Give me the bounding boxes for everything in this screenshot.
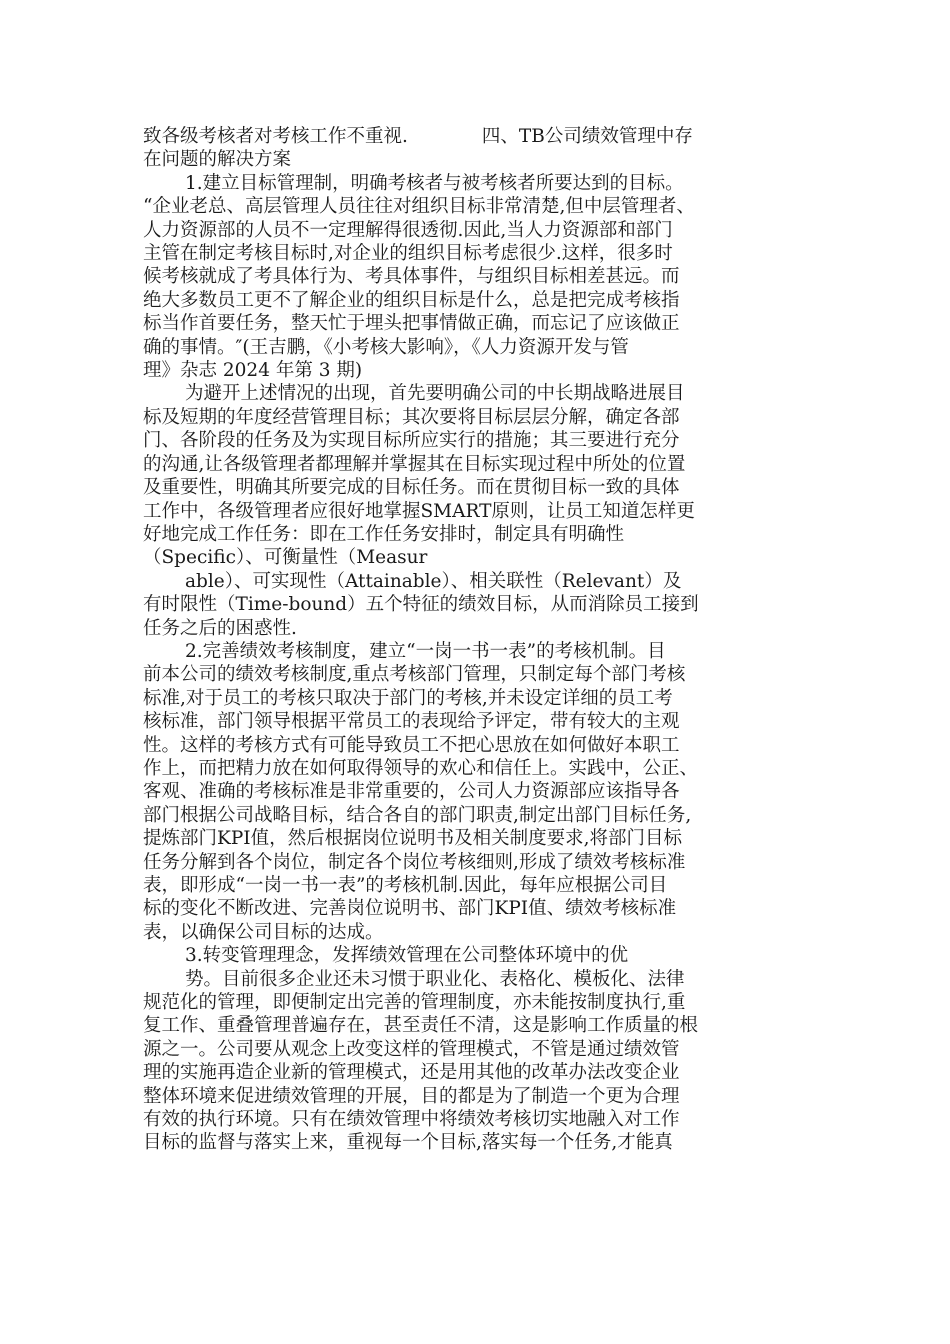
- text-line: 3.转变管理理念，发挥绩效管理在公司整体环境中的优: [185, 945, 629, 967]
- text-line: 目标的监督与落实上来，重视每一个目标,落实每一个任务,才能真: [143, 1132, 673, 1154]
- text-line: 部门根据公司战略目标，结合各自的部门职责,制定出部门目标任务,: [143, 804, 692, 826]
- text-line: 势。目前很多企业还未习惯于职业化、表格化、模板化、法律: [185, 968, 685, 990]
- text-line: 主管在制定考核目标时,对企业的组织目标考虑很少.这样，很多时: [143, 243, 673, 265]
- text-line: 提炼部门KPI值，然后根据岗位说明书及相关制度要求,将部门目标: [143, 828, 682, 850]
- text-line: 任务之后的困惑性.: [143, 617, 297, 639]
- text-line: 任务分解到各个岗位，制定各个岗位考核细则,形成了绩效考核标准: [143, 851, 686, 873]
- text-line: 工作中，各级管理者应很好地掌握SMART原则，让员工知道怎样更: [143, 500, 695, 522]
- text-line: 规范化的管理，即便制定出完善的管理制度，亦未能按制度执行,重: [143, 992, 686, 1014]
- text-line: 理》杂志 2024 年第 3 期): [143, 360, 363, 382]
- text-line: 的沟通,让各级管理者都理解并掌握其在目标实现过程中所处的位置: [143, 453, 686, 475]
- text-line: 人力资源部的人员不一定理解得很透彻.因此,当人力资源部和部门: [143, 219, 673, 241]
- text-line: 标当作首要任务，整天忙于埋头把事情做正确，而忘记了应该做正: [143, 313, 680, 335]
- text-line: 及重要性，明确其所要完成的目标任务。而在贯彻目标一致的具体: [143, 477, 680, 499]
- text-line: 理的实施再造企业新的管理模式，还是用其他的改革办法改变企业: [143, 1062, 680, 1084]
- text-line: 好地完成工作任务：即在工作任务安排时，制定具有明确性: [143, 523, 625, 545]
- text-line: 整体环境来促进绩效管理的开展，目的都是为了制造一个更为合理: [143, 1085, 680, 1107]
- text-line: 在问题的解决方案: [143, 149, 292, 171]
- text-line: 1.建立目标管理制，明确考核者与被考核者所要达到的目标。: [185, 172, 684, 194]
- text-line: 标的变化不断改进、完善岗位说明书、部门KPI值、绩效考核标准: [143, 898, 677, 920]
- text-line: 核标准，部门领导根据平常员工的表现给予评定，带有较大的主观: [143, 711, 680, 733]
- text-line: （Specific）、可衡量性（Measur: [143, 547, 428, 569]
- text-line: 有效的执行环境。只有在绩效管理中将绩效考核切实地融入对工作: [143, 1109, 680, 1131]
- text-line: 性。这样的考核方式有可能导致员工不把心思放在如何做好本职工: [143, 734, 680, 756]
- text-line: 作上，而把精力放在如何取得领导的欢心和信任上。实践中，公正、: [143, 757, 699, 779]
- text-line: 源之一。公司要从观念上改变这样的管理模式，不管是通过绩效管: [143, 1038, 680, 1060]
- text-line: able）、可实现性（Attainable）、相关联性（Relevant）及: [185, 570, 682, 592]
- text-line: 2.完善绩效考核制度，建立“一岗一书一表”的考核机制。目: [185, 640, 666, 662]
- document-body: [143, 125, 808, 1155]
- text-line: 致各级考核者对考核工作不重视. 四、TB公司绩效管理中存: [143, 126, 693, 147]
- text-line: 有时限性（Time-bound）五个特征的绩效目标，从而消除员工接到: [143, 594, 699, 616]
- text-line: 前本公司的绩效考核制度,重点考核部门管理，只制定每个部门考核: [143, 664, 686, 686]
- text-line: 候考核就成了考具体行为、考具体事件，与组织目标相差甚远。而: [143, 266, 680, 288]
- text-line: 门、各阶段的任务及为实现目标所应实行的措施；其三要进行充分: [143, 430, 680, 452]
- text-line: 标及短期的年度经营管理目标；其次要将目标层层分解，确定各部: [143, 406, 680, 428]
- text-line: 客观、准确的考核标准是非常重要的，公司人力资源部应该指导各: [143, 781, 680, 803]
- text-line: 复工作、重叠管理普遍存在，甚至责任不清，这是影响工作质量的根: [143, 1015, 699, 1037]
- text-line: 表，即形成“一岗一书一表”的考核机制.因此，每年应根据公司目: [143, 875, 668, 896]
- text-line: 为避开上述情况的出现，首先要明确公司的中长期战略进展目: [185, 383, 685, 405]
- text-line: “企业老总、高层管理人员往往对组织目标非常清楚,但中层管理者、: [143, 196, 695, 218]
- text-line: 绝大多数员工更不了解企业的组织目标是什么，总是把完成考核指: [143, 289, 680, 311]
- text-line: 标准,对于员工的考核只取决于部门的考核,并未设定详细的员工考: [143, 687, 673, 709]
- text-line: 表，以确保公司目标的达成。: [143, 921, 384, 943]
- text-line: 确的事情。″(王吉鹏，《小考核大影响》，《人力资源开发与管: [143, 336, 629, 358]
